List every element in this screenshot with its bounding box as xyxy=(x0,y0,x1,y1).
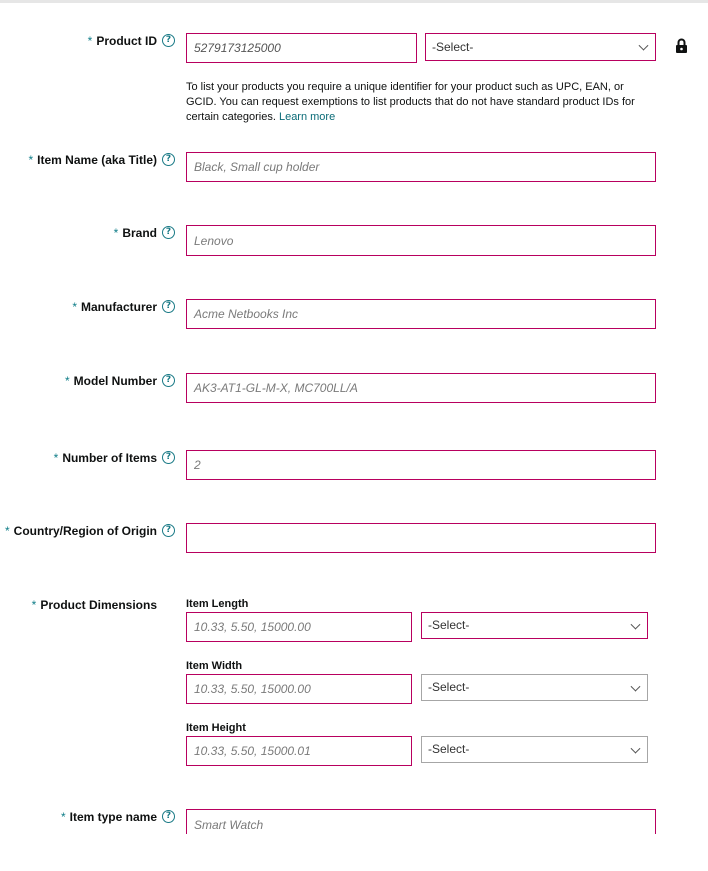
manufacturer-input[interactable]: Acme Netbooks Inc xyxy=(186,299,656,329)
lock-icon xyxy=(675,38,688,54)
item-width-input[interactable]: 10.33, 5.50, 15000.00 xyxy=(186,674,412,704)
help-icon[interactable]: ? xyxy=(162,300,175,313)
item-height-label: Item Height xyxy=(186,722,246,734)
help-icon[interactable]: ? xyxy=(162,810,175,823)
country-of-origin-input[interactable] xyxy=(186,523,656,553)
item-length-unit-select[interactable]: -Select- xyxy=(421,612,648,639)
number-of-items-label: * Number of Items xyxy=(53,451,157,465)
manufacturer-label: * Manufacturer xyxy=(72,300,157,314)
learn-more-link[interactable]: Learn more xyxy=(278,111,336,123)
item-height-unit-select[interactable]: -Select- xyxy=(421,736,648,763)
item-length-input[interactable]: 10.33, 5.50, 15000.00 xyxy=(186,612,412,642)
item-width-unit-select[interactable]: -Select- xyxy=(421,674,648,701)
help-icon[interactable]: ? xyxy=(162,451,175,464)
country-of-origin-label: * Country/Region of Origin xyxy=(5,524,157,538)
help-icon[interactable]: ? xyxy=(162,153,175,166)
chevron-down-icon xyxy=(631,743,641,753)
item-type-name-input[interactable]: Smart Watch xyxy=(186,809,656,839)
top-divider xyxy=(0,0,708,3)
model-number-label: * Model Number xyxy=(64,374,157,388)
item-width-label: Item Width xyxy=(186,660,243,672)
item-name-input[interactable]: Black, Small cup holder xyxy=(186,152,656,182)
help-icon[interactable]: ? xyxy=(162,226,175,239)
chevron-down-icon xyxy=(631,681,641,691)
help-icon[interactable]: ? xyxy=(162,524,175,537)
viewport-cutoff xyxy=(0,834,708,871)
chevron-down-icon xyxy=(639,41,649,51)
item-length-label: Item Length xyxy=(186,598,249,610)
help-icon[interactable]: ? xyxy=(162,34,175,47)
chevron-down-icon xyxy=(631,619,641,629)
product-id-type-select[interactable]: -Select- xyxy=(425,33,656,61)
item-name-label: * Item Name (aka Title) xyxy=(28,153,157,167)
item-height-input[interactable]: 10.33, 5.50, 15000.01 xyxy=(186,736,412,766)
model-number-input[interactable]: AK3-AT1-GL-M-X, MC700LL/A xyxy=(186,373,656,403)
required-marker: * xyxy=(87,34,93,48)
product-dimensions-label: * Product Dimensions xyxy=(31,598,157,612)
brand-label: * Brand xyxy=(113,226,157,240)
item-type-name-label: * Item type name xyxy=(60,810,157,824)
number-of-items-input[interactable]: 2 xyxy=(186,450,656,480)
help-icon[interactable]: ? xyxy=(162,374,175,387)
brand-input[interactable]: Lenovo xyxy=(186,225,656,256)
product-id-help-text: To list your products you require a unique identifier for your product such as UPC, EAN, or GCID. You can request exemptions to list products that do not have standard product IDs for certain categories. Learn more xyxy=(186,81,635,123)
product-id-input[interactable]: 5279173125000 xyxy=(186,33,417,63)
product-id-label: * Product ID xyxy=(87,34,157,48)
